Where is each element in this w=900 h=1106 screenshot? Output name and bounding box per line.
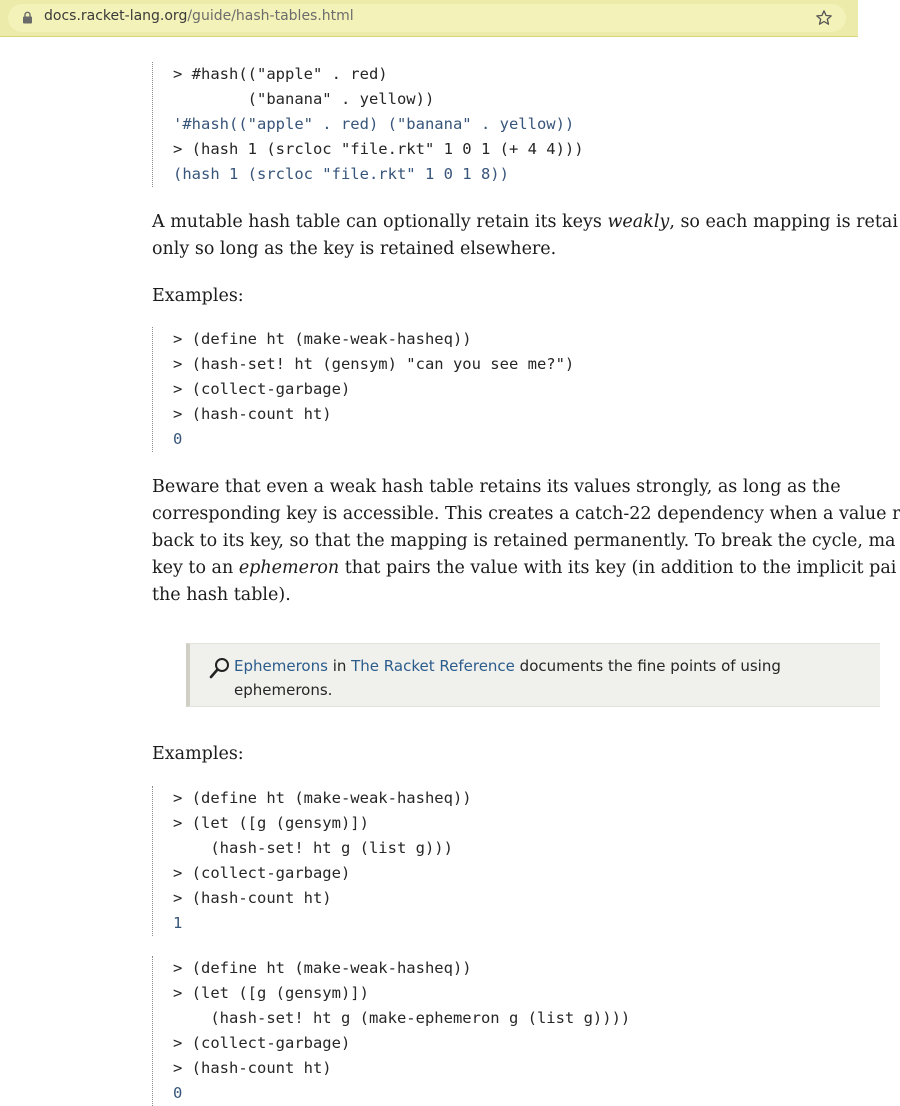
code-line: > (collect-garbage) bbox=[173, 380, 351, 398]
code-line: > #hash(("apple" . red) bbox=[173, 65, 388, 83]
code-line: > (let ([g (gensym)]) bbox=[173, 984, 369, 1002]
code-example-weak-hasheq bbox=[152, 327, 574, 452]
code-line: > (collect-garbage) bbox=[173, 864, 351, 882]
code-line: > (hash 1 (srcloc "file.rkt" 1 0 1 (+ 4 4))) bbox=[173, 140, 584, 158]
code-line: > (hash-count ht) bbox=[173, 405, 332, 423]
text-line: back to its key, so that the mapping is retained permanently. To break the cycle, ma bbox=[152, 531, 896, 551]
text-line: ephemerons. bbox=[234, 681, 333, 699]
bookmark-star-icon[interactable] bbox=[815, 9, 833, 27]
code-line: > (define ht (make-weak-hasheq)) bbox=[173, 959, 472, 977]
code-result: 1 bbox=[173, 914, 183, 932]
text-line: the hash table). bbox=[152, 585, 291, 605]
examples-label-2: Examples: bbox=[152, 744, 244, 764]
emphasis-ephemeron: ephemeron bbox=[238, 558, 340, 578]
browser-toolbar bbox=[0, 0, 858, 37]
text-run: , so each mapping is retai bbox=[669, 212, 898, 232]
text-run: in bbox=[327, 657, 352, 675]
reference-note bbox=[186, 643, 880, 707]
examples-label: Examples: bbox=[152, 286, 244, 306]
code-result: '#hash(("apple" . red) ("banana" . yellow)) bbox=[173, 115, 575, 133]
code-line: > (hash-count ht) bbox=[173, 889, 332, 907]
code-line: (hash-set! ht g (list g))) bbox=[173, 839, 453, 857]
paragraph-ephemeron bbox=[152, 474, 900, 609]
text-run: that pairs the value with its key (in addition to the implicit pai bbox=[339, 558, 897, 578]
code-result: (hash 1 (srcloc "file.rkt" 1 0 1 8)) bbox=[173, 165, 509, 183]
page-content bbox=[0, 37, 900, 1106]
code-line: > (hash-set! ht (gensym) "can you see me?") bbox=[173, 355, 575, 373]
text-line: Beware that even a weak hash table retains its values strongly, as long as the bbox=[152, 477, 841, 497]
url-path: /guide/hash-tables.html bbox=[187, 8, 354, 24]
lock-icon bbox=[22, 11, 33, 24]
code-line: > (define ht (make-weak-hasheq)) bbox=[173, 789, 472, 807]
code-line: > (let ([g (gensym)]) bbox=[173, 814, 369, 832]
code-line: > (define ht (make-weak-hasheq)) bbox=[173, 330, 472, 348]
text-line: only so long as the key is retained elsewhere. bbox=[152, 239, 557, 259]
url-text[interactable] bbox=[44, 8, 354, 24]
code-result: 0 bbox=[173, 430, 183, 448]
link-racket-reference[interactable]: The Racket Reference bbox=[351, 657, 515, 675]
link-ephemerons[interactable]: Ephemerons bbox=[234, 657, 328, 675]
code-result: 0 bbox=[173, 1084, 183, 1102]
text-run: A mutable hash table can optionally retain its keys bbox=[152, 212, 608, 232]
code-line: > (collect-garbage) bbox=[173, 1034, 351, 1052]
url-host: docs.racket-lang.org bbox=[44, 8, 188, 24]
paragraph-weak-keys bbox=[152, 209, 898, 263]
magnifier-icon bbox=[208, 656, 232, 680]
note-text bbox=[234, 654, 781, 702]
code-line: (hash-set! ht g (make-ephemeron g (list g)))) bbox=[173, 1009, 631, 1027]
code-example-weak-list bbox=[152, 786, 472, 936]
code-example-hash-literal bbox=[152, 62, 584, 187]
text-run: documents the fine points of using bbox=[514, 657, 781, 675]
code-line: > (hash-count ht) bbox=[173, 1059, 332, 1077]
text-line: corresponding key is accessible. This creates a catch-22 dependency when a value r bbox=[152, 504, 900, 524]
emphasis-weakly: weakly bbox=[607, 212, 670, 232]
code-example-ephemeron bbox=[152, 956, 630, 1106]
text-run: key to an bbox=[152, 558, 239, 578]
code-line: ("banana" . yellow)) bbox=[173, 90, 435, 108]
